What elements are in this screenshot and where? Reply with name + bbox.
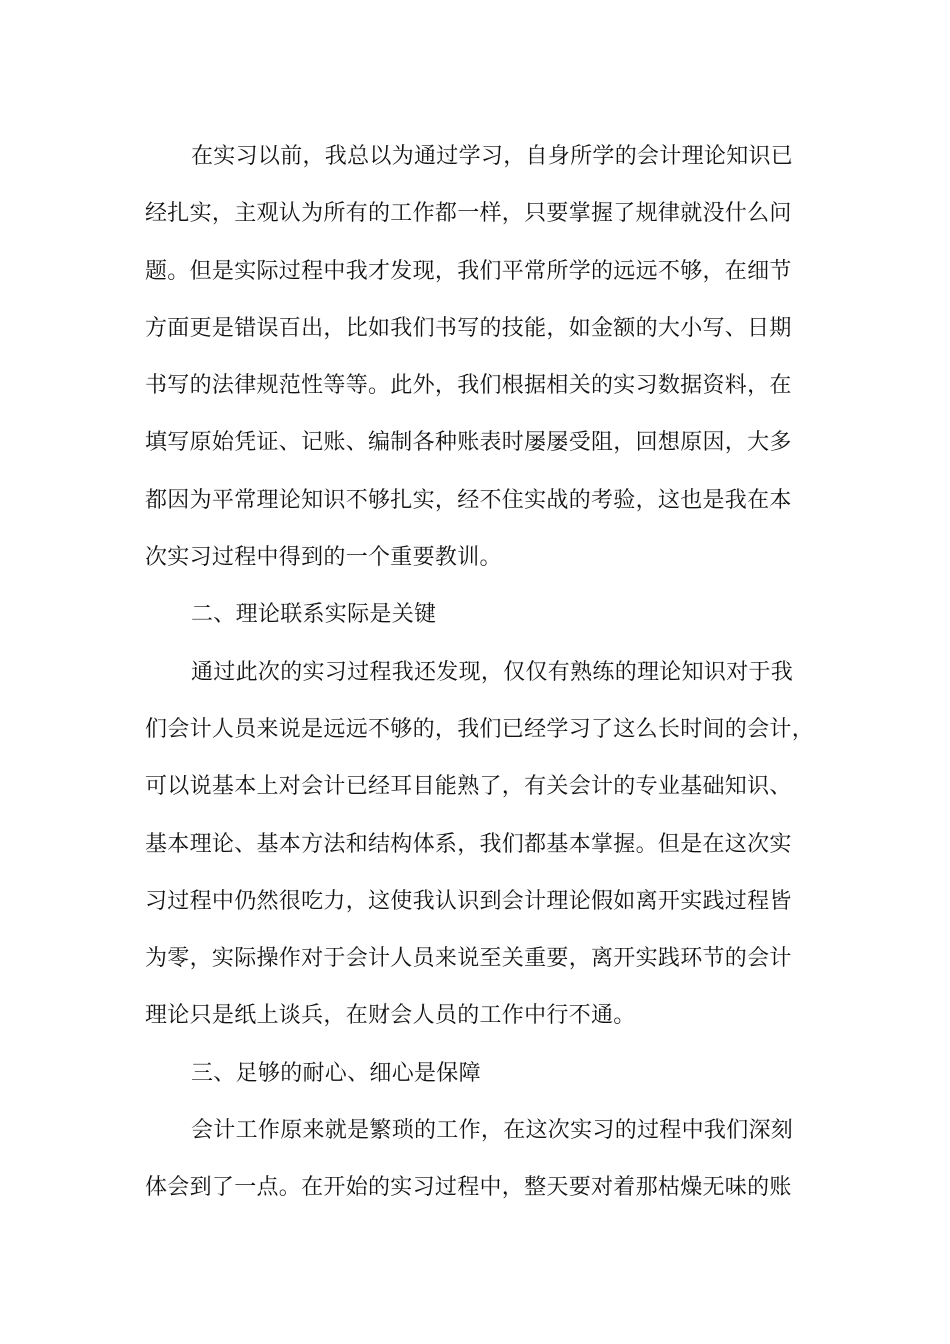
heading-text: 二、理论联系实际是关键 [191, 602, 437, 628]
document-body [145, 128, 815, 1217]
paragraph-internship-lessons [145, 128, 815, 586]
text-line: 会计工作原来就是繁琐的工作，在这次实习的过程中我们深刻 [191, 1118, 794, 1144]
text-line: 为零，实际操作对于会计人员来说至关重要，离开实践环节的会计 [145, 946, 792, 972]
text-line: 习过程中仍然很吃力，这使我认识到会计理论假如离开实践过程皆 [145, 888, 792, 914]
section-heading-2 [145, 586, 815, 643]
paragraph-theory-practice [145, 644, 815, 1045]
text-line: 理论只是纸上谈兵，在财会人员的工作中行不通。 [145, 1003, 636, 1029]
text-line: 填写原始凭证、记账、编制各种账表时屡屡受阻，回想原因，大多 [145, 430, 792, 456]
paragraph-patience-care [145, 1102, 815, 1217]
text-line: 方面更是错误百出，比如我们书写的技能，如金额的大小写、日期 [145, 315, 792, 341]
text-line: 书写的法律规范性等等。此外，我们根据相关的实习数据资料，在 [145, 373, 792, 399]
text-line: 体会到了一点。在开始的实习过程中，整天要对着那枯燥无味的账 [145, 1175, 792, 1201]
text-line: 都因为平常理论知识不够扎实，经不住实战的考验，这也是我在本 [145, 487, 792, 513]
heading-text: 三、足够的耐心、细心是保障 [191, 1060, 481, 1086]
text-line: 经扎实，主观认为所有的工作都一样，只要掌握了规律就没什么问 [145, 201, 792, 227]
text-line: 次实习过程中得到的一个重要教训。 [145, 545, 502, 571]
text-line: 基本理论、基本方法和结构体系，我们都基本掌握。但是在这次实 [145, 831, 792, 857]
text-line: 可以说基本上对会计已经耳目能熟了，有关会计的专业基础知识、 [145, 774, 792, 800]
text-line: 们会计人员来说是远远不够的，我们已经学习了这么长时间的会计， [145, 716, 815, 742]
text-line: 通过此次的实习过程我还发现，仅仅有熟练的理论知识对于我 [191, 659, 794, 685]
text-line: 在实习以前，我总以为通过学习，自身所学的会计理论知识已 [191, 144, 794, 169]
text-line: 题。但是实际过程中我才发现，我们平常所学的远远不够，在细节 [145, 258, 792, 284]
section-heading-3 [145, 1045, 815, 1102]
